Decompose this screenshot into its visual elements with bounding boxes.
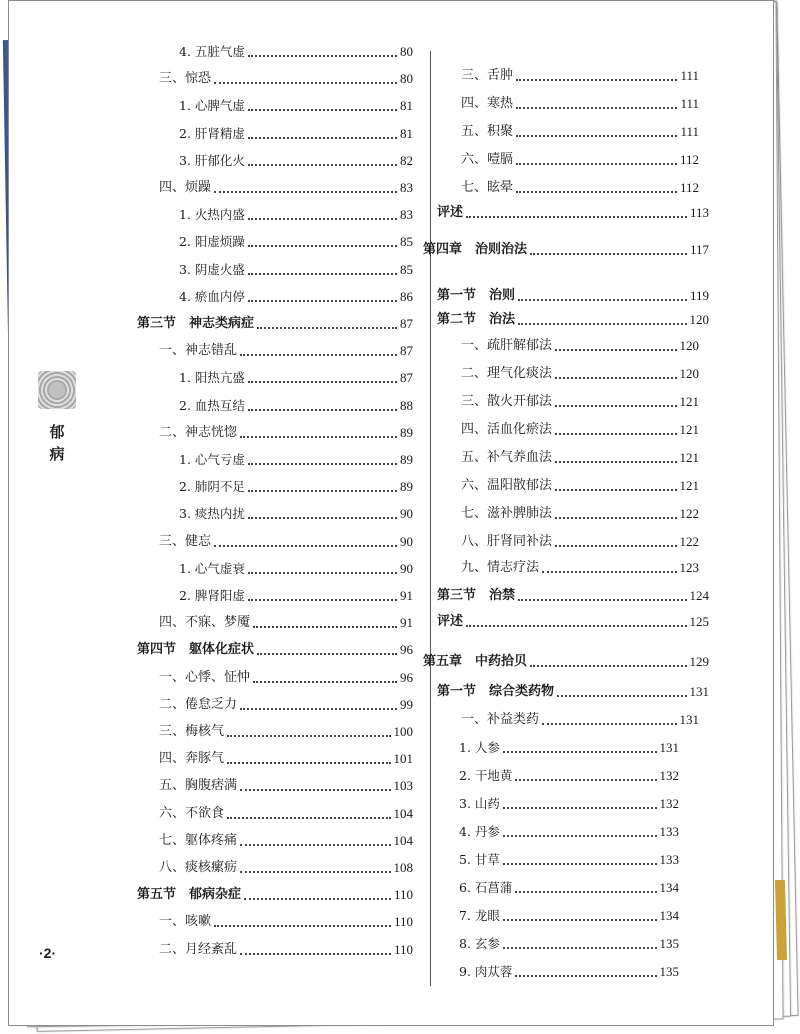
toc-entry-page: 112 xyxy=(679,180,699,195)
toc-entry-title: 第一节 治则 xyxy=(437,288,516,303)
toc-entry-page: 81 xyxy=(400,98,413,114)
toc-entry-title: 2. 血热互结 xyxy=(179,397,245,413)
dot-leader xyxy=(253,625,397,628)
toc-entry-title: 9. 肉苁蓉 xyxy=(459,964,513,979)
toc-entry-page: 134 xyxy=(659,880,679,895)
dot-leader xyxy=(248,598,397,601)
dot-leader xyxy=(240,788,390,791)
toc-entry-page: 111 xyxy=(680,96,699,111)
toc-entry-page: 129 xyxy=(689,654,709,669)
toc-entry-title: 三、惊恐 xyxy=(159,71,212,87)
toc-entry[interactable] xyxy=(461,67,699,85)
toc-entry-page: 96 xyxy=(400,669,413,685)
toc-entry[interactable] xyxy=(159,777,413,795)
page-number: ·2· xyxy=(39,945,57,961)
dot-leader xyxy=(240,353,397,356)
toc-entry[interactable] xyxy=(159,723,413,741)
dot-leader xyxy=(516,162,677,165)
toc-entry-title: 六、不欲食 xyxy=(159,805,225,821)
toc-entry[interactable] xyxy=(159,669,413,687)
toc-entry-title: 7. 龙眼 xyxy=(459,908,500,923)
toc-entry[interactable] xyxy=(461,533,699,551)
toc-entry-title: 五、积聚 xyxy=(461,124,514,139)
toc-entry-page: 87 xyxy=(400,370,413,386)
toc-entry-page: 131 xyxy=(659,740,679,755)
toc-entry-title: 四、活血化瘀法 xyxy=(461,422,553,437)
toc-entry-page: 133 xyxy=(659,824,679,839)
toc-entry-title: 一、疏肝解郁法 xyxy=(461,338,553,353)
toc-entry-page: 91 xyxy=(400,588,413,603)
dot-leader xyxy=(248,54,397,57)
toc-entry[interactable] xyxy=(461,477,699,495)
toc-entry-page: 121 xyxy=(679,478,699,493)
toc-entry-title: 七、躯体疼痛 xyxy=(159,832,238,848)
toc-entry-page: 120 xyxy=(679,366,699,381)
toc-entry[interactable] xyxy=(159,70,413,88)
dot-leader xyxy=(227,734,390,737)
dot-leader xyxy=(530,664,686,667)
dot-leader xyxy=(503,918,657,921)
toc-entry-title: 六、温阳散郁法 xyxy=(461,478,553,493)
toc-entry-title: 二、神志恍惚 xyxy=(159,424,238,440)
dot-leader xyxy=(466,624,686,627)
toc-entry-title: 第三节 治禁 xyxy=(437,588,516,603)
dot-leader xyxy=(555,460,676,463)
toc-entry-title: 4. 丹参 xyxy=(459,824,500,839)
toc-entry[interactable] xyxy=(459,851,679,869)
toc-entry-page: 121 xyxy=(679,394,699,409)
toc-entry-page: 134 xyxy=(659,908,679,923)
toc-entry-title: 八、痰核瘰疬 xyxy=(159,860,238,875)
toc-entry-title: 2. 干地黄 xyxy=(459,768,513,783)
toc-entry[interactable] xyxy=(179,288,413,306)
toc-entry-page: 111 xyxy=(680,124,699,139)
dot-leader xyxy=(503,834,657,837)
dot-leader xyxy=(244,897,391,900)
toc-entry[interactable] xyxy=(459,739,679,757)
toc-entry[interactable] xyxy=(179,505,413,523)
toc-entry-page: 87 xyxy=(400,343,413,359)
dot-leader xyxy=(542,722,676,725)
dot-leader xyxy=(518,298,687,301)
toc-entry[interactable] xyxy=(179,397,413,415)
toc-entry[interactable] xyxy=(179,560,413,578)
toc-entry-title: 第二节 治法 xyxy=(437,312,516,327)
toc-entry[interactable] xyxy=(437,587,709,605)
dot-leader xyxy=(227,761,390,764)
toc-entry-title: 1. 心脾气虚 xyxy=(179,98,245,114)
dot-leader xyxy=(515,778,656,781)
toc-entry-title: 2. 阳虚烦躁 xyxy=(179,234,245,250)
toc-entry-page: 120 xyxy=(689,312,709,327)
dot-leader xyxy=(240,435,397,438)
toc-entry-page: 103 xyxy=(393,778,413,794)
toc-entry-title: 七、滋补脾肺法 xyxy=(461,506,553,521)
toc-entry-page: 132 xyxy=(659,796,679,811)
column-divider xyxy=(430,51,431,986)
toc-entry[interactable] xyxy=(159,179,413,197)
toc-entry-title: 一、补益类药 xyxy=(461,712,540,727)
toc-entry-title: 第五节 郁病杂症 xyxy=(137,887,242,903)
toc-entry-page: 121 xyxy=(679,450,699,465)
toc-entry[interactable] xyxy=(179,369,413,387)
toc-entry-page: 101 xyxy=(393,751,413,767)
toc-entry[interactable] xyxy=(459,795,679,813)
toc-entry[interactable] xyxy=(159,832,413,850)
dot-leader xyxy=(257,652,397,655)
toc-entry[interactable] xyxy=(137,641,413,659)
toc-entry-page: 87 xyxy=(400,316,413,331)
toc-entry[interactable] xyxy=(423,241,709,259)
toc-entry-page: 110 xyxy=(393,887,413,903)
toc-entry-page: 104 xyxy=(393,805,413,821)
dot-leader xyxy=(466,215,687,218)
toc-entry[interactable] xyxy=(179,587,413,605)
dot-leader xyxy=(557,694,686,697)
toc-entry-page: 90 xyxy=(400,560,413,576)
dot-leader xyxy=(503,862,657,865)
dot-leader xyxy=(248,571,397,574)
running-title-char-2: 病 xyxy=(49,445,65,463)
toc-entry-title: 2. 肺阴不足 xyxy=(179,479,245,495)
dot-leader xyxy=(503,806,657,809)
toc-entry-page: 89 xyxy=(400,479,413,495)
toc-entry-title: 四、奔豚气 xyxy=(159,751,225,767)
dot-leader xyxy=(240,870,390,873)
dot-leader xyxy=(555,488,676,491)
toc-entry-title: 三、散火开郁法 xyxy=(461,394,553,409)
toc-entry-title: 七、眩晕 xyxy=(461,180,514,195)
dot-leader xyxy=(248,136,397,139)
toc-entry[interactable] xyxy=(437,613,709,631)
toc-entry[interactable] xyxy=(159,750,413,768)
toc-entry-title: 八、肝肾同补法 xyxy=(461,534,553,549)
toc-entry-title: 第一节 综合类药物 xyxy=(437,684,555,699)
toc-entry-title: 3. 痰热内扰 xyxy=(179,506,245,522)
toc-entry[interactable] xyxy=(461,123,699,141)
dot-leader xyxy=(530,252,687,255)
dot-leader xyxy=(515,890,656,893)
toc-entry[interactable] xyxy=(179,261,413,279)
toc-entry[interactable] xyxy=(159,913,413,931)
toc-entry-title: 四、烦躁 xyxy=(159,180,212,195)
dot-leader xyxy=(555,432,676,435)
toc-entry[interactable] xyxy=(459,879,679,897)
toc-entry[interactable] xyxy=(461,365,699,383)
toc-entry[interactable] xyxy=(159,859,413,877)
toc-entry[interactable] xyxy=(179,451,413,469)
toc-entry[interactable] xyxy=(461,151,699,169)
toc-entry[interactable] xyxy=(179,97,413,115)
toc-entry-title: 3. 肝郁化火 xyxy=(179,152,245,168)
dot-leader xyxy=(248,163,397,166)
toc-entry-title: 五、补气养血法 xyxy=(461,450,553,465)
toc-entry-page: 108 xyxy=(393,860,413,875)
toc-entry[interactable] xyxy=(159,424,413,442)
dot-leader xyxy=(516,190,677,193)
dot-leader xyxy=(518,598,686,601)
toc-entry-page: 82 xyxy=(400,152,413,168)
dot-leader xyxy=(248,516,397,519)
dot-leader xyxy=(555,376,676,379)
dot-leader xyxy=(214,544,397,547)
toc-entry-page: 81 xyxy=(400,125,413,141)
toc-entry[interactable] xyxy=(137,315,413,333)
dot-leader xyxy=(516,78,677,81)
toc-entry[interactable] xyxy=(179,125,413,143)
toc-entry-page: 124 xyxy=(689,588,709,603)
dot-leader xyxy=(555,404,676,407)
running-title xyxy=(27,371,87,465)
toc-entry-page: 110 xyxy=(393,941,413,957)
dot-leader xyxy=(214,190,397,193)
toc-entry-title: 4. 五脏气虚 xyxy=(179,44,245,59)
toc-entry-page: 120 xyxy=(679,338,699,353)
toc-entry[interactable] xyxy=(423,653,709,671)
dot-leader xyxy=(240,843,390,846)
toc-entry-title: 一、咳嗽 xyxy=(159,914,212,930)
toc-entry-page: 125 xyxy=(689,614,709,629)
dot-leader xyxy=(248,489,397,492)
toc-entry[interactable] xyxy=(459,907,679,925)
dot-leader xyxy=(240,952,391,955)
toc-entry-title: 五、胸腹痞满 xyxy=(159,778,238,794)
toc-entry-title: 3. 阴虚火盛 xyxy=(179,261,245,277)
toc-entry[interactable] xyxy=(159,696,413,714)
toc-entry[interactable] xyxy=(461,559,699,577)
toc-entry-page: 112 xyxy=(679,152,699,167)
dot-leader xyxy=(227,816,390,819)
toc-entry-title: 8. 玄参 xyxy=(459,936,500,951)
toc-entry[interactable] xyxy=(137,886,413,904)
dot-leader xyxy=(214,924,391,927)
toc-entry[interactable] xyxy=(437,683,709,701)
toc-entry-page: 85 xyxy=(400,261,413,277)
toc-entry-page: 89 xyxy=(400,424,413,440)
ornament-emblem-icon xyxy=(38,371,76,409)
dot-leader xyxy=(248,217,397,220)
dot-leader xyxy=(555,544,676,547)
dot-leader xyxy=(248,108,397,111)
toc-entry-page: 104 xyxy=(393,832,413,848)
toc-entry[interactable] xyxy=(437,204,709,222)
toc-entry-title: 三、健忘 xyxy=(159,533,212,549)
toc-entry[interactable] xyxy=(461,505,699,523)
toc-entry[interactable] xyxy=(159,614,413,632)
toc-entry[interactable] xyxy=(159,342,413,360)
toc-entry[interactable] xyxy=(461,449,699,467)
toc-entry-title: 5. 甘草 xyxy=(459,852,500,867)
toc-entry-page: 135 xyxy=(659,936,679,951)
dot-leader xyxy=(516,134,677,137)
toc-entry-title: 1. 人参 xyxy=(459,740,500,755)
toc-entry-page: 131 xyxy=(679,712,699,727)
toc-entry-title: 九、情志疗法 xyxy=(461,560,540,575)
toc-entry-title: 6. 石菖蒲 xyxy=(459,880,513,895)
toc-entry[interactable] xyxy=(461,179,699,197)
toc-entry-page: 89 xyxy=(400,452,413,467)
toc-entry-page: 111 xyxy=(680,68,699,83)
toc-entry-page: 122 xyxy=(679,506,699,521)
dot-leader xyxy=(518,322,686,325)
dot-leader xyxy=(555,516,676,519)
toc-entry-page: 100 xyxy=(393,724,413,739)
toc-entry-page: 96 xyxy=(400,642,413,658)
toc-entry-title: 一、神志错乱 xyxy=(159,343,238,359)
toc-entry-page: 91 xyxy=(400,615,413,631)
toc-entry-title: 1. 阳热亢盛 xyxy=(179,370,245,386)
toc-entry[interactable] xyxy=(179,233,413,251)
dot-leader xyxy=(503,750,657,753)
toc-entry-title: 第四章 治则治法 xyxy=(423,242,528,257)
toc-entry-title: 3. 山药 xyxy=(459,796,500,811)
toc-entry-title: 评述 xyxy=(437,205,464,220)
toc-entry-title: 第四节 躯体化症状 xyxy=(137,642,255,658)
toc-entry-page: 83 xyxy=(400,180,413,195)
toc-entry[interactable] xyxy=(437,287,709,305)
dot-leader xyxy=(240,707,397,710)
dot-leader xyxy=(542,570,676,573)
toc-entry-title: 四、不寐、梦魇 xyxy=(159,615,251,631)
toc-entry[interactable] xyxy=(179,478,413,496)
dot-leader xyxy=(214,81,397,84)
toc-entry[interactable] xyxy=(461,421,699,439)
dot-leader xyxy=(503,946,657,949)
toc-entry-page: 85 xyxy=(400,234,413,250)
toc-entry-page: 122 xyxy=(679,534,699,549)
toc-entry[interactable] xyxy=(461,711,699,729)
toc-entry-title: 二、理气化痰法 xyxy=(461,366,553,381)
toc-entry-page: 80 xyxy=(400,71,413,87)
toc-entry-title: 三、舌肿 xyxy=(461,68,514,83)
toc-entry-page: 113 xyxy=(689,205,709,220)
toc-entry-page: 133 xyxy=(659,852,679,867)
toc-entry-page: 131 xyxy=(689,684,709,699)
toc-entry-page: 123 xyxy=(679,560,699,575)
toc-entry[interactable] xyxy=(459,963,679,981)
toc-entry-title: 评述 xyxy=(437,614,464,629)
toc-entry-title: 二、月经紊乱 xyxy=(159,941,238,957)
toc-entry-title: 1. 心气虚衰 xyxy=(179,560,245,576)
toc-entry-page: 135 xyxy=(659,964,679,979)
toc-entry-page: 90 xyxy=(400,506,413,522)
toc-entry-page: 117 xyxy=(689,242,709,257)
dot-leader xyxy=(248,272,397,275)
toc-entry-page: 110 xyxy=(393,914,413,930)
toc-entry-title: 2. 肝肾精虚 xyxy=(179,125,245,141)
dot-leader xyxy=(248,462,397,465)
toc-entry[interactable] xyxy=(159,941,413,959)
dot-leader xyxy=(515,974,656,977)
toc-entry-page: 99 xyxy=(400,696,413,712)
running-title-char-1: 郁 xyxy=(49,423,65,441)
dot-leader xyxy=(516,106,677,109)
toc-entry[interactable] xyxy=(461,95,699,113)
toc-entry-page: 132 xyxy=(659,768,679,783)
toc-entry[interactable] xyxy=(461,337,699,355)
dot-leader xyxy=(248,380,397,383)
dot-leader xyxy=(555,348,676,351)
toc-entry[interactable] xyxy=(179,152,413,170)
toc-entry-page: 80 xyxy=(400,44,413,59)
toc-entry-page: 86 xyxy=(400,288,413,304)
toc-entry[interactable] xyxy=(459,767,679,785)
toc-page xyxy=(8,0,774,1026)
toc-entry-title: 六、噎膈 xyxy=(461,152,514,167)
toc-entry-title: 一、心悸、怔忡 xyxy=(159,669,251,685)
toc-entry-title: 1. 心气亏虚 xyxy=(179,452,245,467)
dot-leader xyxy=(248,408,397,411)
toc-entry-title: 4. 瘀血内停 xyxy=(179,288,245,304)
toc-entry-title: 1. 火热内盛 xyxy=(179,207,245,223)
toc-entry[interactable] xyxy=(461,393,699,411)
dot-leader xyxy=(257,326,397,329)
toc-entry-page: 119 xyxy=(689,288,709,303)
toc-entry[interactable] xyxy=(179,43,413,61)
toc-entry-page: 88 xyxy=(400,397,413,413)
toc-entry[interactable] xyxy=(459,823,679,841)
toc-entry-title: 四、寒热 xyxy=(461,96,514,111)
dot-leader xyxy=(253,680,397,683)
toc-entry[interactable] xyxy=(437,311,709,329)
book-cover-edge-gold xyxy=(775,880,787,960)
toc-entry[interactable] xyxy=(159,805,413,823)
toc-entry-title: 第三节 神志类病症 xyxy=(137,316,255,331)
toc-entry-title: 第五章 中药拾贝 xyxy=(423,654,528,669)
toc-entry-title: 三、梅核气 xyxy=(159,724,225,739)
dot-leader xyxy=(248,244,397,247)
toc-entry[interactable] xyxy=(179,206,413,224)
dot-leader xyxy=(248,299,397,302)
toc-entry[interactable] xyxy=(459,935,679,953)
toc-entry[interactable] xyxy=(159,533,413,551)
toc-entry-title: 2. 脾肾阳虚 xyxy=(179,588,245,603)
toc-entry-title: 二、倦怠乏力 xyxy=(159,696,238,712)
toc-entry-page: 83 xyxy=(400,207,413,223)
toc-entry-page: 90 xyxy=(400,533,413,549)
toc-entry-page: 121 xyxy=(679,422,699,437)
